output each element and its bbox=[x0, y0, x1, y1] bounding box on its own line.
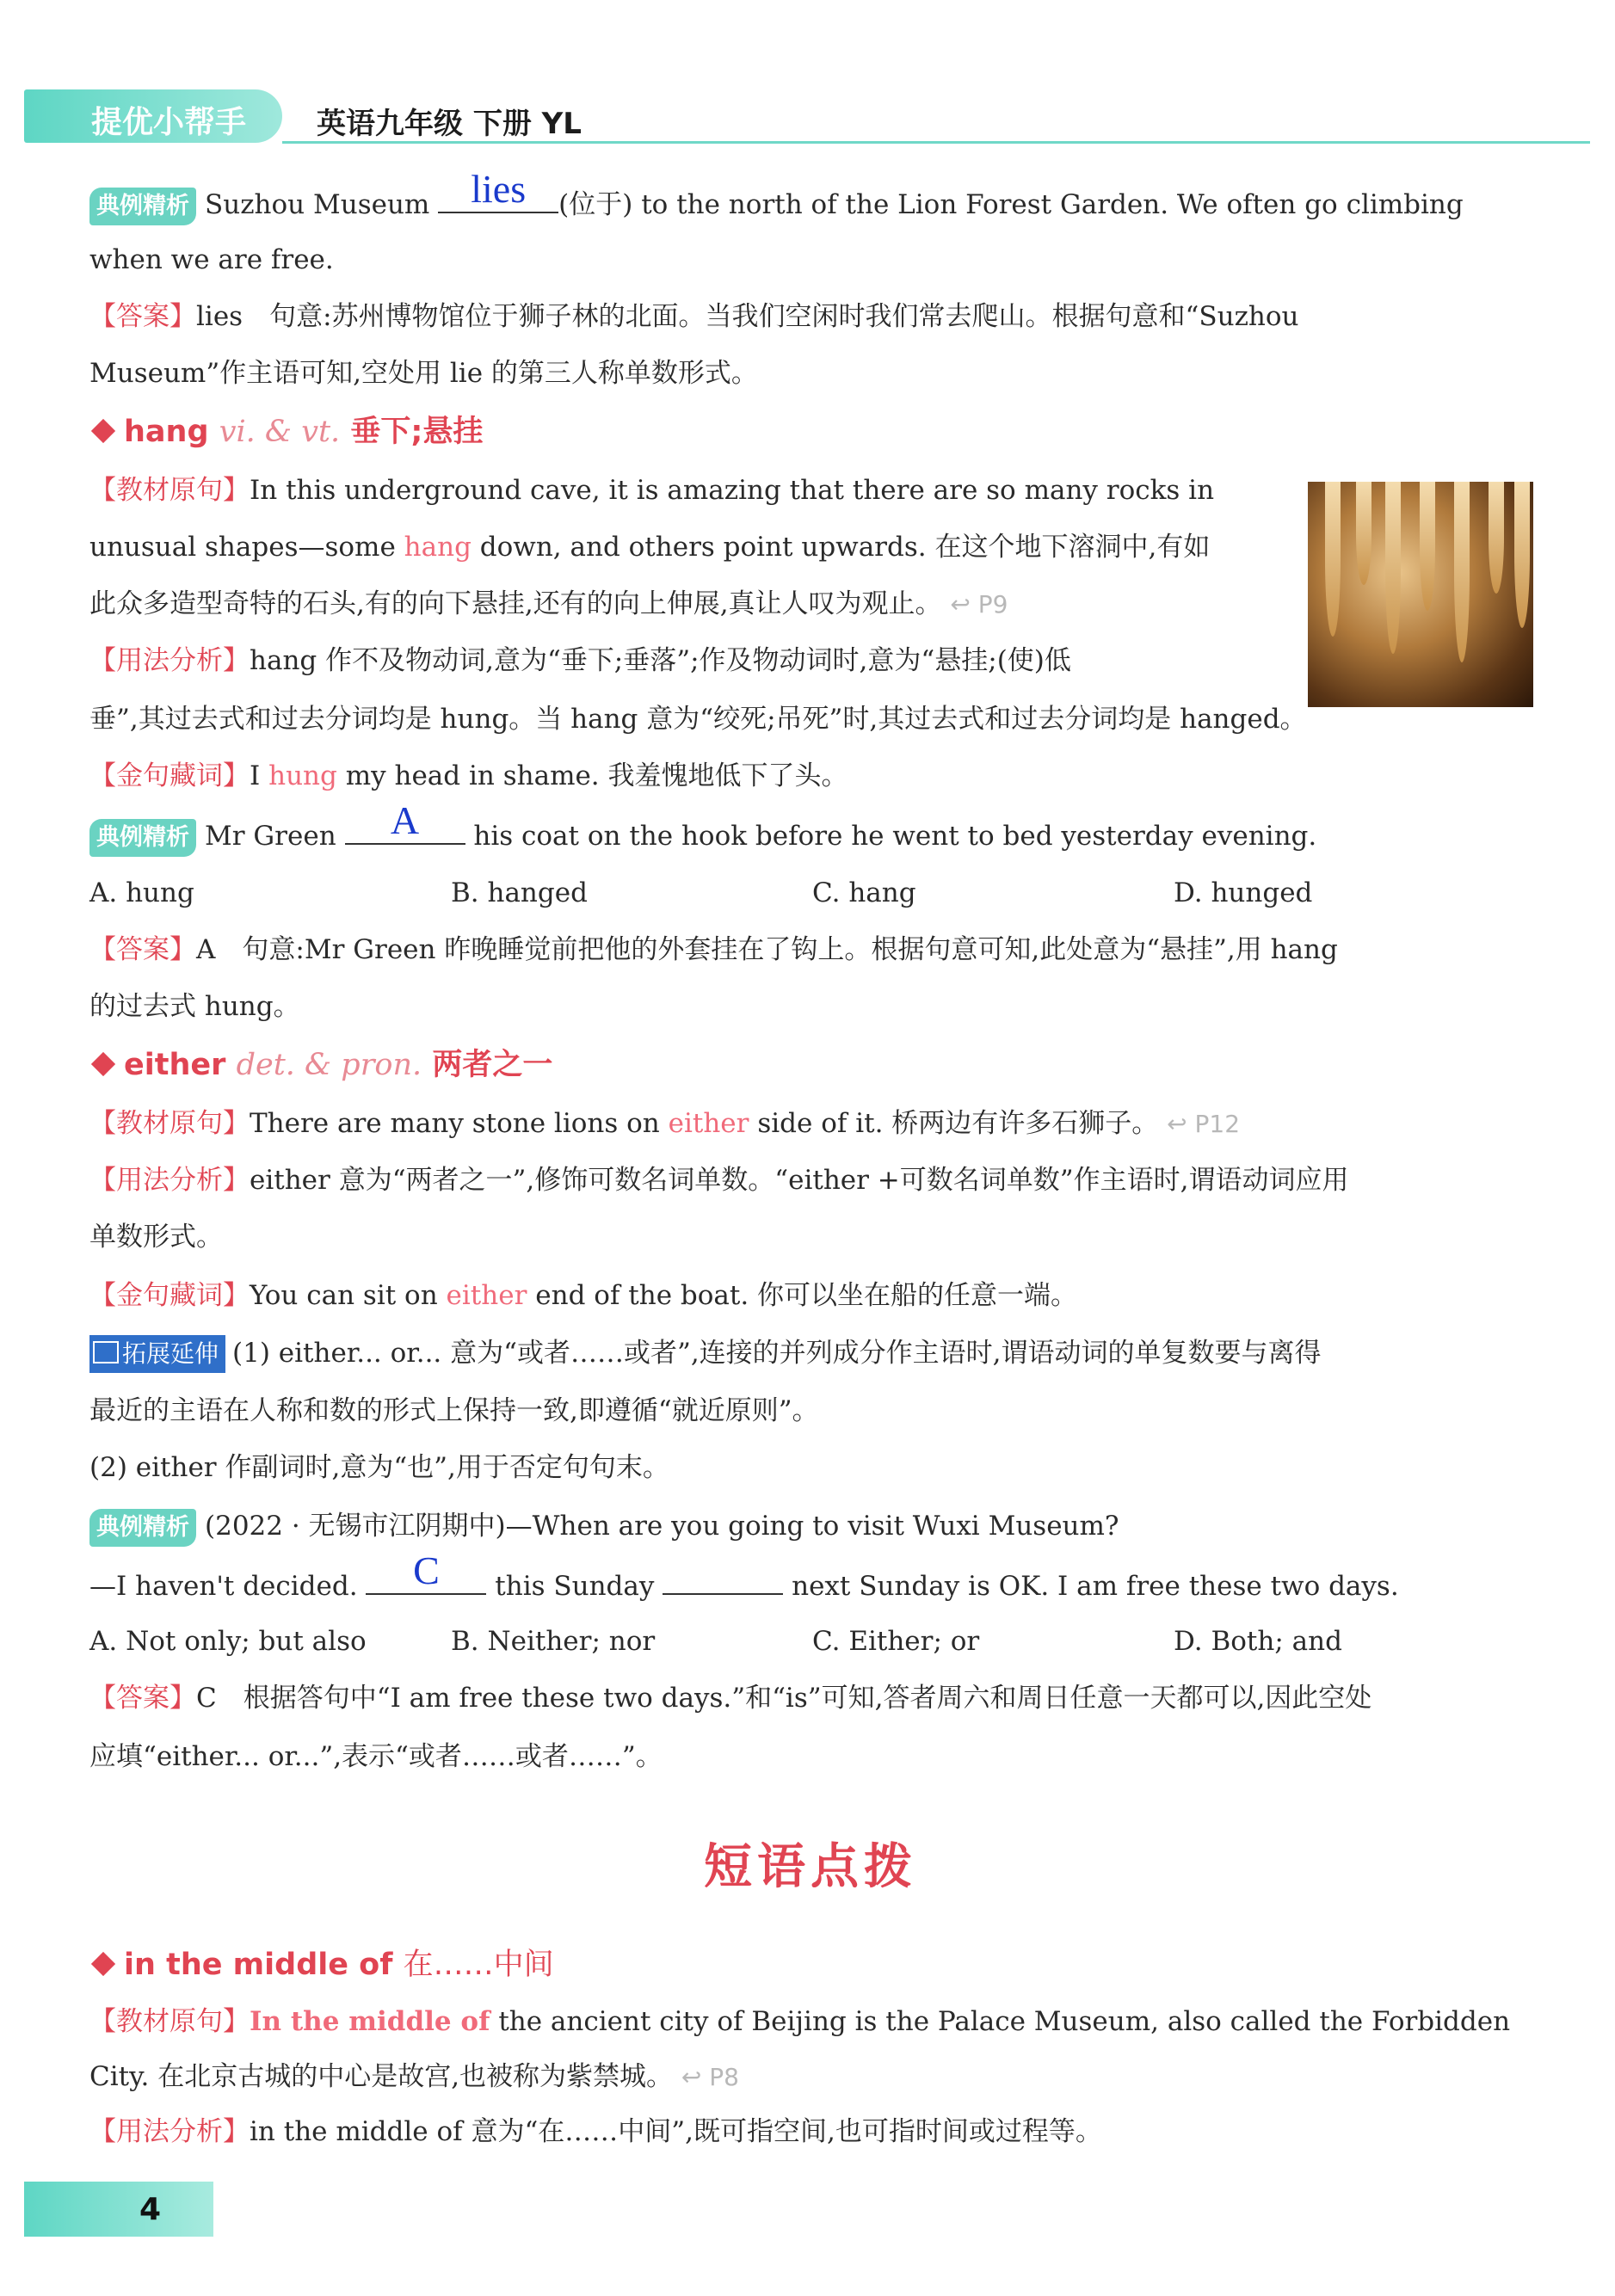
either-extend-l3: (2) either 作副词时,意为“也”,用于否定句句末。 bbox=[89, 1452, 669, 1483]
option-c: C. hang bbox=[812, 877, 916, 908]
section-either bbox=[89, 1048, 552, 1082]
page-ref-text: P9 bbox=[977, 590, 1008, 619]
example1-text: Suzhou Museum bbox=[205, 189, 430, 220]
page-number: 4 bbox=[139, 2192, 162, 2227]
header-tag-text: 提优小帮手 bbox=[91, 105, 247, 140]
highlight-either: either bbox=[446, 1280, 527, 1311]
hang-orig-pre: unusual shapes—some bbox=[89, 532, 396, 563]
book-icon bbox=[93, 1341, 119, 1363]
usage-label: 【用法分析】 bbox=[89, 2116, 250, 2147]
option-b: B. hanged bbox=[451, 877, 588, 908]
answer1-line2: Museum”作主语可知,空处用 lie 的第三人称单数形式。 bbox=[89, 358, 758, 389]
diamond-icon bbox=[91, 1952, 115, 1976]
middle-orig-cn: City. 在北京古城的中心是故宫,也被称为紫禁城。 bbox=[89, 2061, 674, 2092]
hang-answer-l1 bbox=[89, 933, 1338, 967]
either-answer-l1 bbox=[89, 1681, 1372, 1715]
example-tag: 典例精析 bbox=[89, 819, 196, 857]
answer-blank-2 bbox=[663, 1567, 783, 1595]
golden-post: end of the boat. 你可以坐在船的任意一端。 bbox=[535, 1280, 1078, 1311]
either-example-l2 bbox=[89, 1548, 1399, 1604]
pos-hang: vi. & vt. bbox=[219, 415, 341, 449]
hang-example bbox=[89, 798, 1317, 857]
golden-label: 【金句藏词】 bbox=[89, 760, 250, 791]
usage-label: 【用法分析】 bbox=[89, 645, 250, 676]
example1-line1 bbox=[89, 167, 1464, 225]
answer-label: 【答案】 bbox=[89, 301, 196, 332]
section-middle bbox=[89, 1948, 554, 1982]
example1-line2: when we are free. bbox=[89, 244, 334, 275]
either-answer-l2: 应填“either... or...”,表示“或者……或者……”。 bbox=[89, 1741, 663, 1772]
diamond-icon bbox=[91, 1052, 115, 1076]
answer-label: 【答案】 bbox=[89, 934, 196, 965]
golden-pre: I bbox=[250, 760, 261, 791]
highlight-either: either bbox=[668, 1108, 749, 1139]
header-divider bbox=[282, 141, 1590, 144]
answer-label: 【答案】 bbox=[89, 1683, 196, 1714]
diamond-icon bbox=[91, 419, 115, 443]
either-orig-pre: There are many stone lions on bbox=[250, 1108, 660, 1139]
golden-pre: You can sit on bbox=[250, 1280, 438, 1311]
header-tag bbox=[24, 89, 282, 143]
either-extend-l1 bbox=[89, 1335, 1322, 1373]
hang-original-l3 bbox=[89, 587, 1008, 622]
pos-either: det. & pron. bbox=[236, 1048, 422, 1082]
usage-label: 【用法分析】 bbox=[89, 1165, 250, 1196]
hang-original-l1 bbox=[89, 473, 1214, 508]
hang-orig-text: In this underground cave, it is amazing that there are so many rocks in bbox=[250, 475, 1215, 506]
highlight-hang: hang bbox=[404, 532, 472, 563]
answer1-line1 bbox=[89, 299, 1299, 334]
middle-usage bbox=[89, 2114, 1102, 2149]
middle-usage-text: in the middle of 意为“在……中间”,既可指空间,也可指时间或过程等。 bbox=[250, 2116, 1102, 2147]
hang-usage-text: hang 作不及物动词,意为“垂下;垂落”;作及物动词时,意为“悬挂;(使)低 bbox=[250, 645, 1071, 676]
hang-ex-post: his coat on the hook before he went to bed yesterday evening. bbox=[473, 821, 1317, 852]
page-ref: ↩ P12 bbox=[1167, 1110, 1241, 1138]
original-label: 【教材原句】 bbox=[89, 2006, 250, 2037]
section-hang bbox=[89, 415, 483, 449]
extend-label: 拓展延伸 bbox=[122, 1339, 219, 1368]
page-ref-text: P8 bbox=[709, 2063, 739, 2091]
original-label: 【教材原句】 bbox=[89, 1108, 250, 1139]
page-ref-text: P12 bbox=[1194, 1110, 1241, 1138]
meaning-either: 两者之一 bbox=[432, 1048, 553, 1082]
meaning-hang: 垂下;悬挂 bbox=[350, 415, 484, 449]
answer-blank bbox=[438, 167, 558, 213]
page-header bbox=[24, 89, 1590, 143]
hang-answer-l2: 的过去式 hung。 bbox=[89, 991, 300, 1022]
cave-photo bbox=[1308, 482, 1533, 707]
word-middle: in the middle of bbox=[124, 1948, 393, 1982]
either-usage-l2: 单数形式。 bbox=[89, 1222, 223, 1253]
either-ex-pre: —I haven't decided. bbox=[89, 1571, 358, 1602]
word-either: either bbox=[124, 1048, 226, 1082]
answer-blank bbox=[345, 798, 465, 845]
either-usage-text: either 意为“两者之一”,修饰可数名词单数。“either +可数名词单数”作主语时,谓语动词应用 bbox=[250, 1165, 1349, 1196]
hang-orig-post: down, and others point upwards. 在这个地下溶洞中,有如 bbox=[479, 532, 1211, 563]
answer-blank bbox=[366, 1548, 486, 1595]
option-d: D. Both; and bbox=[1174, 1626, 1342, 1657]
hang-original-l2 bbox=[89, 530, 1210, 564]
highlight-middle: In the middle of bbox=[250, 2006, 490, 2037]
hang-golden bbox=[89, 759, 848, 793]
option-a: A. hung bbox=[89, 877, 194, 908]
either-ex-mid: this Sunday bbox=[495, 1571, 655, 1602]
option-d: D. hunged bbox=[1174, 877, 1313, 908]
either-ex-text: (2022 · 无锡市江阴期中)—When are you going to visit Wuxi Museum? bbox=[205, 1511, 1119, 1542]
either-original bbox=[89, 1106, 1240, 1142]
middle-original-l1 bbox=[89, 2004, 1510, 2039]
meaning-middle: 在……中间 bbox=[403, 1948, 554, 1982]
answer1-text: lies 句意:苏州博物馆位于狮子林的北面。当我们空闲时我们常去爬山。根据句意和“Suzhou bbox=[196, 301, 1299, 332]
golden-post: my head in shame. 我羞愧地低下了头。 bbox=[345, 760, 848, 791]
handwritten-answer: A bbox=[390, 798, 420, 842]
page-number-bar bbox=[24, 2182, 213, 2237]
handwritten-answer: lies bbox=[471, 167, 527, 211]
either-orig-post: side of it. 桥两边有许多石狮子。 bbox=[757, 1108, 1159, 1139]
option-b: B. Neither; nor bbox=[451, 1626, 656, 1657]
middle-orig-post: the ancient city of Beijing is the Palace Museum, also called the Forbidden bbox=[498, 2006, 1511, 2037]
page-ref: ↩ P9 bbox=[950, 590, 1008, 619]
extend-tag bbox=[89, 1335, 225, 1373]
extend-text: (1) either... or... 意为“或者……或者”,连接的并列成分作主语时,谓语动词的单复数要与离得 bbox=[232, 1338, 1322, 1369]
handwritten-answer: C bbox=[413, 1548, 440, 1592]
either-extend-l2: 最近的主语在人称和数的形式上保持一致,即遵循“就近原则”。 bbox=[89, 1395, 819, 1426]
example-tag: 典例精析 bbox=[89, 1509, 196, 1547]
hang-ex-pre: Mr Green bbox=[205, 821, 336, 852]
page-ref: ↩ P8 bbox=[681, 2063, 739, 2091]
word-hang: hang bbox=[124, 415, 209, 449]
hang-ans-text: A 句意:Mr Green 昨晚睡觉前把他的外套挂在了钩上。根据句意可知,此处意为“悬挂”,用 hang bbox=[196, 934, 1338, 965]
either-golden bbox=[89, 1278, 1077, 1313]
either-usage-l1 bbox=[89, 1163, 1348, 1197]
phrase-section-title: 短语点拨 bbox=[704, 1838, 917, 1895]
hang-usage-l2: 垂”,其过去式和过去分词均是 hung。当 hang 意为“绞死;吊死”时,其过去式和过去分词均是 hanged。 bbox=[89, 704, 1307, 735]
example1-text-post: (位于) to the north of the Lion Forest Garden. We often go climbing bbox=[558, 189, 1464, 220]
either-example-l1 bbox=[89, 1509, 1119, 1547]
either-ans-text: C 根据答句中“I am free these two days.”和“is”可知,答者周六和周日任意一天都可以,因此空处 bbox=[196, 1683, 1372, 1714]
golden-label: 【金句藏词】 bbox=[89, 1280, 250, 1311]
either-ex-post: next Sunday is OK. I am free these two days. bbox=[792, 1571, 1399, 1602]
original-label: 【教材原句】 bbox=[89, 475, 250, 506]
option-a: A. Not only; but also bbox=[89, 1626, 367, 1657]
highlight-hung: hung bbox=[268, 760, 337, 791]
example-tag: 典例精析 bbox=[89, 188, 196, 225]
hang-orig-cn: 此众多造型奇特的石头,有的向下悬挂,还有的向上伸展,真让人叹为观止。 bbox=[89, 588, 942, 619]
middle-original-l2 bbox=[89, 2059, 739, 2095]
hang-usage-l1 bbox=[89, 643, 1071, 678]
option-c: C. Either; or bbox=[812, 1626, 980, 1657]
header-title: 英语九年级 下册 YL bbox=[317, 107, 582, 141]
